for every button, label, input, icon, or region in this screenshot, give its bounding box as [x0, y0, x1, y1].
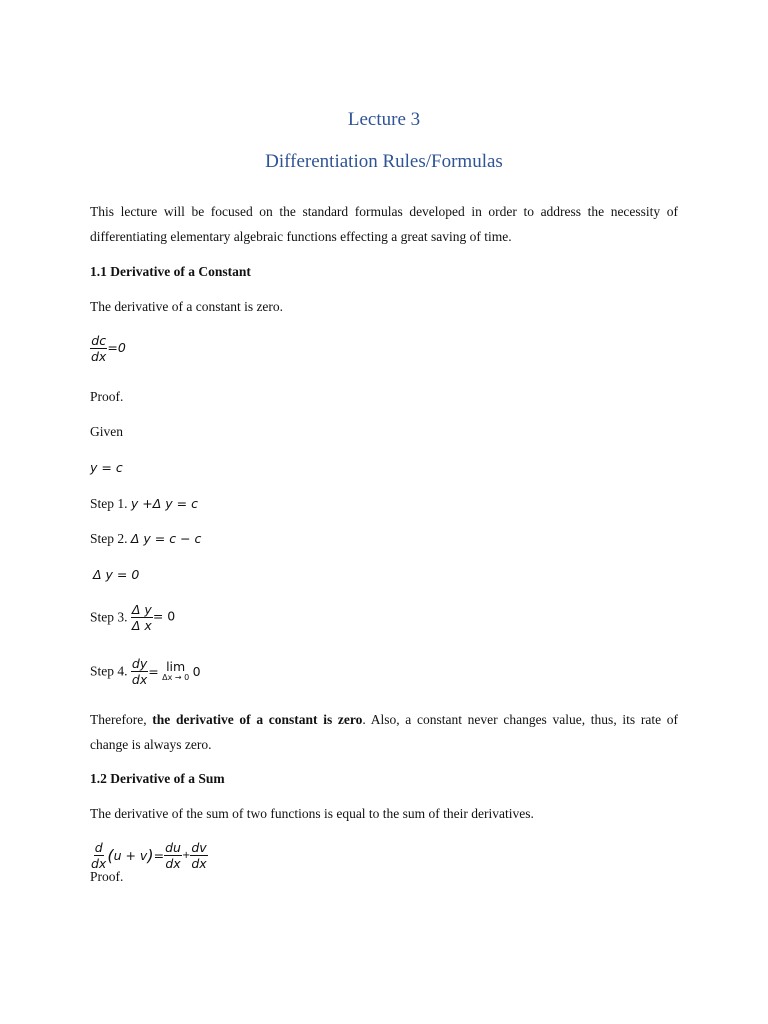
section-heading-constant: 1.1 Derivative of a Constant — [90, 264, 251, 279]
step-label: Step 2. — [90, 531, 128, 546]
proof-label: Proof. — [90, 389, 124, 404]
sum-rule-formula — [90, 841, 208, 870]
open-paren: ( — [107, 846, 114, 866]
formula-rhs: =0 — [107, 340, 126, 356]
lecture-subtitle: Differentiation Rules/Formulas — [265, 151, 503, 172]
intro-paragraph-line-2: differentiating elementary algebraic functions effecting a great saving of time. — [90, 229, 512, 244]
limit-text: lim — [166, 659, 186, 675]
fraction-numerator: d — [94, 840, 103, 855]
fraction-denominator: dx — [131, 672, 148, 688]
conclusion-line-1 — [90, 712, 678, 728]
fraction-denominator: Δ x — [131, 618, 152, 634]
limit-operator — [162, 661, 189, 682]
sum-inner: u + v — [113, 848, 148, 864]
fraction-d-dx — [90, 841, 107, 870]
fraction-delta-y-delta-x — [131, 603, 153, 632]
step-equation: Δ y = c − c — [130, 531, 202, 546]
proof-label-2: Proof. — [90, 869, 124, 884]
fraction-denominator: dx — [91, 856, 107, 872]
fraction-dy-dx — [131, 657, 148, 686]
fraction-numerator: du — [165, 840, 181, 855]
conclusion-line-2: change is always zero. — [90, 737, 212, 752]
fraction-denominator: dx — [191, 856, 207, 872]
fraction-numerator: Δ y — [131, 602, 152, 617]
close-paren: ) — [147, 846, 154, 866]
step-1 — [90, 496, 198, 512]
step-label: Step 1. — [90, 496, 128, 511]
constant-rule-formula — [90, 334, 126, 363]
fraction-numerator: dy — [131, 656, 148, 671]
plus-sign: + — [181, 850, 191, 862]
step-rhs: = 0 — [152, 608, 176, 624]
limit-value: 0 — [192, 664, 201, 680]
constant-rule-statement: The derivative of a constant is zero. — [90, 299, 284, 314]
conclusion-emphasis: the derivative of a constant is zero — [152, 712, 363, 727]
step-label: Step 3. — [90, 609, 128, 625]
sum-rule-statement: The derivative of the sum of two functions is equal to the sum of their derivatives. — [90, 806, 534, 821]
fraction-numerator: dc — [91, 333, 107, 348]
step-2-result: Δ y = 0 — [93, 567, 140, 582]
equals-sign: = — [148, 664, 159, 680]
intro-paragraph-line-1: This lecture will be focused on the standard formulas developed in order to address the necessity of — [90, 204, 678, 219]
equals-sign: = — [153, 848, 165, 864]
fraction-dv-dx — [190, 841, 207, 870]
given-label: Given — [90, 424, 123, 439]
fraction-dc-dx — [90, 334, 107, 363]
limit-subscript: Δx → 0 — [162, 672, 190, 682]
fraction-denominator: dx — [91, 349, 107, 365]
step-4 — [90, 657, 201, 686]
step-label: Step 4. — [90, 663, 128, 679]
given-equation: y = c — [90, 460, 123, 475]
conclusion-prefix: Therefore, — [90, 712, 153, 727]
step-2 — [90, 531, 201, 547]
conclusion-suffix: . Also, a constant never changes value, thus, its rate of — [362, 712, 678, 727]
step-3 — [90, 603, 175, 632]
fraction-numerator: dv — [191, 840, 207, 855]
lecture-title: Lecture 3 — [347, 109, 421, 130]
fraction-denominator: dx — [165, 856, 181, 872]
section-heading-sum: 1.2 Derivative of a Sum — [90, 771, 225, 786]
fraction-du-dx — [164, 841, 182, 870]
step-equation: y +Δ y = c — [130, 496, 198, 511]
